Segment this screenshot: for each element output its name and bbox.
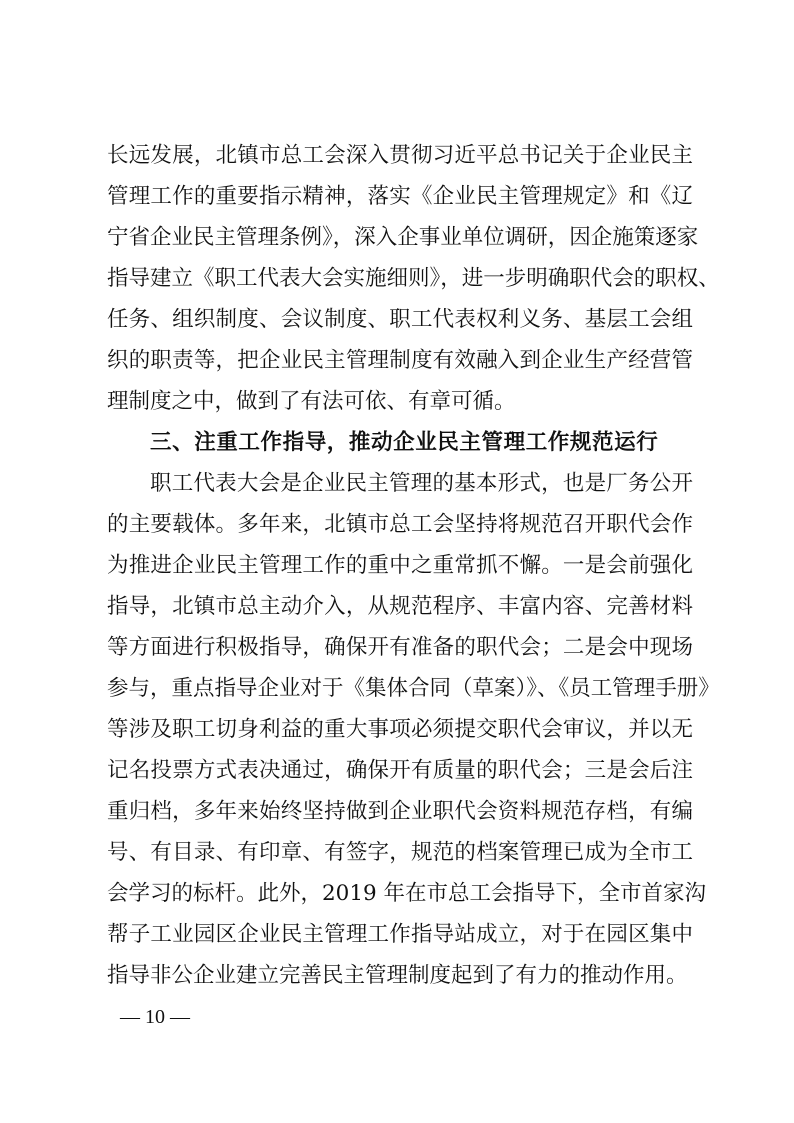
paragraph-line: 织的职责等，把企业民主管理制度有效融入到企业生产经营管 [107,348,693,373]
paragraph-line: 长远发展，北镇市总工会深入贯彻习近平总书记关于企业民主 [107,143,693,168]
paragraph-line: 指导，北镇市总主动介入，从规范程序、丰富内容、完善材料 [107,594,693,619]
paragraph-line: 记名投票方式表决通过，确保开有质量的职代会；三是会后注 [107,758,693,783]
page-number: — 10 — [120,1006,190,1028]
paragraph-line: 等涉及职工切身利益的重大事项必须提交职代会审议，并以无 [107,717,693,742]
paragraph-line: 管理工作的重要指示精神，落实《企业民主管理规定》和《辽 [107,184,693,209]
paragraph-line: 的主要载体。多年来，北镇市总工会坚持将规范召开职代会作 [107,512,693,537]
section-heading: 三、注重工作指导，推动企业民主管理工作规范运行 [150,430,659,455]
paragraph-line: 号、有目录、有印章、有签字，规范的档案管理已成为全市工 [107,840,693,865]
paragraph-line: 理制度之中，做到了有法可依、有章可循。 [107,389,516,414]
paragraph-line: 为推进企业民主管理工作的重中之重常抓不懈。一是会前强化 [107,553,693,578]
paragraph-line: 宁省企业民主管理条例》，深入企事业单位调研，因企施策逐家 [107,225,699,250]
paragraph-line: 参与，重点指导企业对于《集体合同（草案）》、《员工管理手册》 [107,676,720,701]
paragraph-line: 重归档，多年来始终坚持做到企业职代会资料规范存档，有编 [107,799,693,824]
paragraph-line: 等方面进行积极指导，确保开有准备的职代会；二是会中现场 [107,635,693,660]
paragraph-line: 职工代表大会是企业民主管理的基本形式，也是厂务公开 [150,471,693,496]
paragraph-line: 帮子工业园区企业民主管理工作指导站成立，对于在园区集中 [107,922,693,947]
paragraph-line: 任务、组织制度、会议制度、职工代表权利义务、基层工会组 [107,307,693,332]
paragraph-line: 会学习的标杆。此外，2019 年在市总工会指导下，全市首家沟 [107,881,707,906]
paragraph-line: 指导非公企业建立完善民主管理制度起到了有力的推动作用。 [107,963,688,988]
paragraph-line: 指导建立《职工代表大会实施细则》，进一步明确职代会的职权、 [107,266,720,291]
